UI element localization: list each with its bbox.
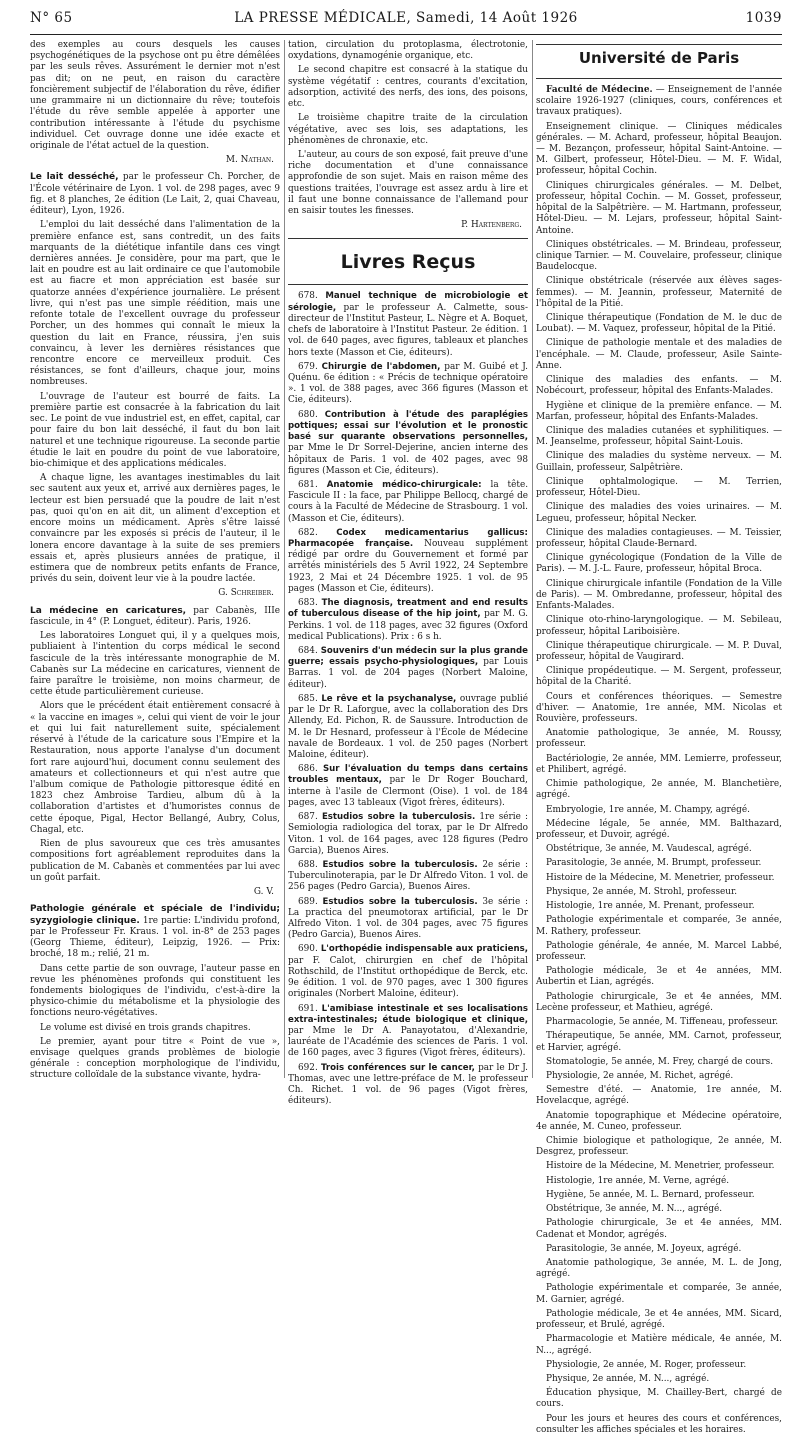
course-entry: Physique, 2e année, M. Strohl, professeur. <box>546 886 738 897</box>
book-title: Contribution à l'étude des paraplégies pottiques; essai sur l'évolution et le pronostic basé sur quarante observations personnelles, <box>288 409 528 443</box>
review-paragraph: Alors que le précédent était entièrement consacré à « la vaccine en images », celui qui vient de voir le jour et qui lui fait naturellement suite, spécialement réservé à l'étude de la caricature sous l'Empire et la Restauration, nous apporte l'analyse d'un document fort rare aujourd'hui, document connu seulement des amateurs et collectionneurs et qui n'est autre que l'album comique de Pathologie pittoresque édité en 1823 chez Ambroise Tardieu, album dû à la collaboration d'artistes et d'humoristes connus de cette époque, Pigal, Hector Bellangé, Aubry, Colus, Chagal, etc. <box>30 701 280 835</box>
book-number: 682. <box>298 527 318 538</box>
book-number: 679. <box>298 361 318 372</box>
course-entry: Obstétrique, 3e année, M. N..., agrégé. <box>546 1204 723 1215</box>
review-reference: 1re partie: L'individu profond, par le Professeur Fr. Kraus. 1 vol. in-8° de 253 pages (Georg Thieme, éditeur), Leipzig, 1926. — Prix: broché, 18 m.; relié, 21 m. <box>30 915 280 960</box>
column-1 <box>30 40 280 1081</box>
book-entry <box>288 812 528 857</box>
book-details: ouvrage publié par le Dr R. Laforgue, avec la collaboration des Drs Allendy, Ed. Pichon, R. de Saussure. Introduction de M. le Dr Hesnard, professeur à l'École de Médecine navale de Bordeaux. 1 vol. de 250 pages (Norbert Maloine, éditeur). <box>288 693 528 760</box>
book-details: 2e série : Tuberculinoterapia, par le Dr Alfredo Viton. 1 vol. de 256 pages (Pedro Garcia), Buenos Aires. <box>288 859 528 893</box>
book-title: Sur l'évaluation du temps dans certains troubles mentaux, <box>288 764 529 786</box>
course-entry: Clinique chirurgicale infantile (Fondation de la Ville de Paris). — M. Ombredanne, professeur, hôpital des Enfants-Malades. <box>536 578 782 612</box>
book-entry <box>288 598 528 643</box>
book-details: par le Dr Roger Bouchard, interne à l'asile de Clermont (Oise). 1 vol. de 184 pages, avec 13 tableaux (Vigot frères, éditeurs). <box>288 775 528 808</box>
column-2 <box>288 40 529 1107</box>
book-number: 692. <box>298 1062 318 1073</box>
course-entry: Pharmacologie, 5e année, M. Tiffeneau, professeur. <box>546 1017 779 1028</box>
review-heading-lait <box>30 172 280 217</box>
course-entry: Embryologie, 1re année, M. Champy, agrégé. <box>546 804 750 815</box>
course-entry: Physiologie, 2e année, M. Roger, professeur. <box>546 1359 747 1370</box>
course-entry: Obstétrique, 3e année, M. Vaudescal, agrégé. <box>546 844 752 855</box>
course-entry: Pathologie générale, 4e année, M. Marcel Labbé, professeur. <box>536 940 782 962</box>
faculty-title: Faculté de Médecine. <box>546 84 653 95</box>
book-details: par Mme le Dr Sorrel-Dejerine, ancien interne des hôpitaux de Paris. 1 vol. de 402 pages, avec 98 figures (Masson et Cie, éditeurs). <box>288 443 528 476</box>
book-number: 691. <box>298 1003 318 1014</box>
book-number: 685. <box>298 693 318 704</box>
column-divider <box>532 40 533 1078</box>
book-details: par M. G. Perkins. 1 vol. de 118 pages, avec 32 figures (Oxford medical Publications). Prix : 6 s h. <box>288 609 528 642</box>
book-details: par F. Calot, chirurgien en chef de l'hôpital Rothschild, de l'Institut orthopédique de Berck, etc. 9e édition. 1 vol. de 970 pages, avec 1 300 figures originales (Norbert Maloine, éditeur). <box>288 955 528 1000</box>
book-details: par Louis Barras. 1 vol. de 204 pages (Norbert Maloine, éditeur). <box>288 657 528 690</box>
course-entry: Pathologie expérimentale et comparée, 3e année, M. Rathery, professeur. <box>536 915 782 937</box>
course-entry: Hygiène, 5e année, M. L. Bernard, professeur. <box>546 1189 755 1200</box>
book-entry <box>288 944 528 1000</box>
course-entry: Bactériologie, 2e année, MM. Lemierre, professeur, et Philibert, agrégé. <box>536 753 782 775</box>
book-number: 688. <box>298 859 318 870</box>
faculty-intro <box>536 85 782 119</box>
book-entry <box>288 410 528 477</box>
review-paragraph: L'ouvrage de l'auteur est bourré de faits. La première partie est consacrée à la fabrication du lait sec. Le point de vue industriel est, en effet, capital, car pour faire du bon lait desséché, il faut du bon lait naturel et une technique rigoureuse. La seconde partie étudie le lait en poudre du point de vue laboratoire, bio-chimique et des applications médicales. <box>30 391 280 469</box>
review-paragraph: A chaque ligne, les avantages inestimables du lait sec sautent aux yeux et, arrivé aux dernières pages, le lecteur est bien persuadé que la poudre de lait n'est pas, quoi qu'on en ait dit, un aliment d'exception et encore moins un médicament. Après s'être laissé convaincre par les exposés si précis de l'auteur, il le lonera encore davantage à la suite de ses premiers essais et, après plusieurs années de pratique, il estimera que de nombreux petits enfants de France, privés du sein, doivent leur vie à la poudre lactée. <box>30 473 280 585</box>
course-entry: Histoire de la Médecine, M. Menetrier, professeur. <box>546 872 775 883</box>
review-paragraph: Le troisième chapitre traite de la circulation végétative, avec ses lois, ses adaptations, les phénomènes de chronaxie, etc. <box>288 113 528 146</box>
section-title-universite: Université de Paris <box>578 49 740 67</box>
course-entry: Pathologie expérimentale et comparée, 3e année, M. Garnier, agrégé. <box>536 1283 782 1305</box>
page-number: 1039 <box>745 10 782 26</box>
review-heading-pathologie <box>30 904 280 960</box>
book-number: 690. <box>298 944 318 955</box>
course-entry: Parasitologie, 3e année, M. Joyeux, agrégé. <box>546 1243 742 1254</box>
book-entry <box>288 362 528 407</box>
book-title: Estudios sobre la tuberculosis. <box>321 812 476 823</box>
course-entry: Clinique ophtalmologique. — M. Terrien, professeur, Hôtel-Dieu. <box>536 476 782 499</box>
book-title: Chirurgie de l'abdomen, <box>321 361 441 372</box>
course-entry: Clinique des maladies contagieuses. — M. Teissier, professeur, hôpital Claude-Bernard. <box>536 527 782 549</box>
course-entry: Clinique gynécologique (Fondation de la Ville de Paris). — M. J.-L. Faure, professeur, hôpital Broca. <box>536 553 782 575</box>
review-paragraph: tation, circulation du protoplasma, électrotonie, oxydations, dynamogénie organique, etc. <box>288 40 528 62</box>
review-paragraph: Le second chapitre est consacré à la statique du système végétatif : centres, courants d'excitation, adsorption, activité des nerfs, des ions, des poisons, etc. <box>288 65 528 110</box>
course-entry: Clinique des maladies du système nerveux. — M. Guillain, professeur, Salpêtrière. <box>536 451 782 473</box>
book-entry <box>288 860 528 894</box>
course-entry: Chimie biologique et pathologique, 2e année, M. Desgrez, professeur. <box>536 1136 782 1158</box>
course-entry: Pathologie chirurgicale, 3e et 4e années, MM. Lecène professeur, et Mathieu, agrégé. <box>536 991 782 1013</box>
review-paragraph: Les laboratoires Longuet qui, il y a quelques mois, publiaient à l'intention du corps médical le second fascicule de la très intéressante monographie de M. Cabanès sur La médecine en caricatures, viennent de faire paraître le troisième, non moins charmeur, de cette étude particulièrement curieuse. <box>30 631 280 698</box>
book-title: Le rêve et la psychanalyse, <box>321 693 457 704</box>
course-entry: Cliniques chirurgicales générales. — M. Delbet, professeur, hôpital Cochin. — M. Gosset, professeur, hôpital de la Salpêtrière. — M. Hartmann, professeur, Hôtel-Dieu. — M. Lejars, professeur, hôpital Saint-Antoine. <box>536 180 782 236</box>
book-entry <box>288 291 528 358</box>
book-entry <box>288 480 528 525</box>
page-header <box>30 6 782 32</box>
book-number: 683. <box>298 598 318 609</box>
course-entry: Clinique des maladies cutanées et syphilitiques. — M. Jeanselme, professeur, hôpital Saint-Louis. <box>536 426 782 448</box>
book-number: 684. <box>298 646 318 656</box>
book-number: 689. <box>298 896 318 907</box>
book-title: L'orthopédie indispensable aux praticiens, <box>320 944 529 955</box>
book-title: Codex medicamentarius gallicus: Pharmacopée française. <box>288 527 528 550</box>
course-entry: Médecine légale, 5e année, MM. Balthazard, professeur, et Duvoir, agrégé. <box>536 818 782 841</box>
course-entry: Clinique obstétricale (réservée aux élèves sages-femmes). — M. Jeannin, professeur, Maternité de l'hôpital de la Pitié. <box>536 276 782 309</box>
book-details: Nouveau supplément rédigé par ordre du Gouvernement et formé par arrêtés ministériels des 5 Avril 1922, 24 Septembre 1923, 2 Mai et 24 Décembre 1925. 1 vol. de 95 pages (Masson et Cie, éditeurs). <box>288 539 528 594</box>
review-continuation: des exemples au cours desquels les causes psychogénétiques de la psychose ont pu être démêlées par les seuls rêves. Assurément le dernier mot n'est pas dit; on ne peut, en raison du caractère foncièrement subjectif de l'élaboration du rêve, édifier une grammaire ni un dictionnaire du rêve; toutefois l'étude du rêve semble appelée à apporter une contribution intéressante à l'étude du psychisme individuel. Cet ouvrage donne une idée exacte et originale de l'état actuel de la question. <box>30 40 280 151</box>
book-entry <box>288 1004 528 1060</box>
section-header-box <box>536 44 782 79</box>
course-entry: Clinique thérapeutique chirurgicale. — M. P. Duval, professeur, hôpital de Vaugirard. <box>536 640 782 662</box>
course-entry: Clinique des maladies des voies urinaires. — M. Legueu, professeur, hôpital Necker. <box>536 502 782 524</box>
book-title: Trois conférences sur le cancer, <box>320 1062 475 1073</box>
issue-number: N° 65 <box>30 10 73 26</box>
faculty-intro-text: — Enseignement de l'année scolaire 1926-1927 (cliniques, cours, conférences et travaux pratiques). <box>536 84 782 118</box>
review-paragraph: Rien de plus savoureux que ces très amusantes compositions fort agréablement reproduites dans la publication de M. Cabanès et commentées par lui avec un goût parfait. <box>30 839 280 883</box>
review-signature: G. Schreiber. <box>218 588 274 599</box>
course-entry: Thérapeutique, 5e année, MM. Carnot, professeur, et Harvier, agrégé. <box>536 1031 782 1053</box>
review-title: Le lait desséché, <box>30 172 119 183</box>
book-details: par M. Guibé et J. Quénu. 6e édition : « Précis de technique opératoire ». 1 vol. de 388 pages, avec 366 figures (Masson et Cie, éditeurs). <box>288 361 528 406</box>
book-title: L'amibiase intestinale et ses localisations extra-intestinales; étude biologique et clinique, <box>288 1003 528 1025</box>
course-entry: Clinique thérapeutique (Fondation de M. le duc de Loubat). — M. Vaquez, professeur, hôpital de la Pitié. <box>536 313 782 335</box>
course-entry: Pathologie médicale, 3e et 4e années, MM. Aubertin et Lian, agrégés. <box>536 966 782 988</box>
course-entry: Clinique des maladies des enfants. — M. Nobécourt, professeur, hôpital des Enfants-Malades. <box>536 375 782 397</box>
review-reference: par le professeur Ch. Porcher, de l'École vétérinaire de Lyon. 1 vol. de 298 pages, avec 9 fig. et 8 planches, 2e édition (Le Lait, 2, quai Chaveau, éditeur), Lyon, 1926. <box>30 172 280 217</box>
book-title: Anatomie médico-chirurgicale: <box>326 479 482 490</box>
course-entry: Semestre d'été. — Anatomie, 1re année, M. Hovelacque, agrégé. <box>536 1085 782 1107</box>
header-rule <box>30 34 782 35</box>
course-entry: Anatomie pathologique, 3e année, M. Roussy, professeur. <box>536 728 782 750</box>
course-entry: Pathologie chirurgicale, 3e et 4e années, MM. Cadenat et Mondor, agrégés. <box>536 1218 782 1240</box>
book-details: 3e série : La practica del pneumotorax artificial, par le Dr Alfredo Viton. 1 vol. de 304 pages, avec 75 figures (Pedro Garcia), Buenos Aires. <box>288 896 528 941</box>
review-signature: G. V. <box>253 886 274 897</box>
course-entry: Hygiène et clinique de la première enfance. — M. Marfan, professeur, hôpital des Enfants-Malades. <box>536 400 782 422</box>
course-entry: Pathologie médicale, 3e et 4e années, MM. Sicard, professeur, et Brulé, agrégé. <box>536 1308 782 1331</box>
book-details: par le Dr J. Thomas, avec une lettre-préface de M. le professeur Ch. Richet. 1 vol. de 96 pages (Vigot frères, éditeurs). <box>288 1062 528 1107</box>
course-entry: Anatomie pathologique, 3e année, M. L. de Jong, agrégé. <box>536 1258 782 1280</box>
book-title: Estudios sobre la tuberculosis. <box>322 896 478 907</box>
course-entry: Parasitologie, 3e année, M. Brumpt, professeur. <box>546 858 762 869</box>
section-title-livres-recus: Livres Reçus <box>340 250 476 273</box>
course-entry: Physiologie, 2e année, M. Richet, agrégé. <box>546 1070 734 1081</box>
review-paragraph: Le volume est divisé en trois grands chapitres. <box>40 1022 251 1033</box>
course-entry: Clinique oto-rhino-laryngologique. — M. Sebileau, professeur, hôpital Lariboisière. <box>536 615 782 637</box>
course-entry: Clinique de pathologie mentale et des maladies de l'encéphale. — M. Claude, professeur, Asile Sainte-Anne. <box>536 338 782 371</box>
course-entry: Pour les jours et heures des cours et conférences, consulter les affiches spéciales et les horaires. <box>536 1413 782 1435</box>
course-entries <box>536 181 782 1436</box>
book-title: Souvenirs d'un médecin sur la plus grande guerre; essais psycho-physiologiques, <box>288 646 528 668</box>
section-header-box <box>288 238 528 286</box>
book-details: 1re série : Semiologia radiologica del torax, par le Dr Alfredo Viton. 1 vol. de 164 pages, avec 128 figures (Pedro Garcia), Buenos Aires. <box>288 812 528 856</box>
masthead-title: LA PRESSE MÉDICALE, Samedi, 14 Août 1926 <box>234 10 578 26</box>
course-entry: Chimie pathologique, 2e année, M. Blanchetière, agrégé. <box>536 779 782 801</box>
course-entry: Cliniques obstétricales. — M. Brindeau, professeur, clinique Tarnier. — M. Couvelaire, professeur, clinique Baudelocque. <box>536 239 782 273</box>
book-number: 686. <box>298 764 318 775</box>
book-details: par le professeur A. Calmette, sous-directeur de l'Institut Pasteur, L. Nègre et A. Boquet, chefs de laboratoire à l'Institut Pasteur. 2e édition. 1 vol. de 640 pages, avec figures, tableaux et planches hors texte (Masson et Cie, éditeurs). <box>288 302 528 358</box>
book-entry <box>288 646 528 691</box>
course-entry: Cours et conférences théoriques. — Semestre d'hiver. — Anatomie, 1re année, MM. Nicolas et Rouvière, professeurs. <box>536 691 782 725</box>
book-entry <box>288 764 528 809</box>
book-number: 678. <box>298 291 318 302</box>
course-entry: Physique, 2e année, M. N..., agrégé. <box>546 1373 710 1384</box>
book-entry <box>288 897 528 942</box>
review-paragraph: L'emploi du lait desséché dans l'alimentation de la première enfance est, sans contredit, un des faits marquants de la diététique infantile dans ces vingt dernières années. Je considère, pour ma part, que le lait en poudre est au lait ordinaire ce que l'automobile est au fiacre et mon appréciation est basée sur quatorze années d'expérience journalière. Le présent livre, qui n'est pas une simple réédition, mais une refonte totale de l'excellent ouvrage du professeur Porcher, un des hommes qui connaît le mieux la question du lait en France, réussira, j'en suis convaincu, à lever les dernières résistances que rencontre encore ce merveilleux produit. Ces résistances, se font d'ailleurs, chaque jour, moins nombreuses. <box>30 220 280 388</box>
book-title: Manuel technique de microbiologie et sérologie, <box>288 291 528 313</box>
review-signature: P. Hartenberg. <box>461 220 522 231</box>
review-paragraph: L'auteur, au cours de son exposé, fait preuve d'une riche documentation et d'une connaissance approfondie de son sujet. Mais en raison même des questions traitées, l'ouvrage est assez ardu à lire et il faut une bonne connaissance de l'allemand pour en saisir toutes les finesses. <box>288 149 528 217</box>
review-title: La médecine en caricatures, <box>30 605 187 616</box>
course-entry: Histoire de la Médecine, M. Menetrier, professeur. <box>546 1161 775 1172</box>
book-number: 687. <box>298 812 318 823</box>
review-heading-caricatures <box>30 606 280 629</box>
review-paragraph: Dans cette partie de son ouvrage, l'auteur passe en revue les phénomènes profonds qui constituent les fondements biologiques de l'individu, c'est-à-dire la physico-chimie du métabolisme et la physiologie des fonctions neuro-végétatives. <box>30 963 280 1019</box>
course-entry: Stomatologie, 5e année, M. Frey, chargé de cours. <box>546 1056 774 1067</box>
course-entry: Clinique propédeutique. — M. Sergent, professeur, hôpital de la Charité. <box>536 666 782 688</box>
course-entry: Éducation physique, M. Chailley-Bert, chargé de cours. <box>536 1388 782 1410</box>
book-number: 681. <box>298 479 318 490</box>
book-entry <box>288 1063 528 1108</box>
book-details: par Mme le Dr A. Panayotatou, d'Alexandrie, lauréate de l'Académie des sciences de Paris. 1 vol. de 160 pages, avec 3 figures (Vigot frères, éditeurs). <box>288 1026 528 1059</box>
book-title: The diagnosis, treatment and end results of tuberculous disease of the hip joint, <box>288 598 528 620</box>
book-number: 680. <box>298 409 318 420</box>
column-3 <box>536 40 782 1435</box>
clinic-entry: Enseignement clinique. — Cliniques médicales générales. — M. Achard, professeur, hôpital Beaujon. — M. Bezançon, professeur, hôpital Saint-Antoine. — M. Gilbert, professeur, Hôtel-Dieu. — M. F. Widal, professeur, hôpital Cochin. <box>536 121 782 177</box>
review-signature: M. Nathan. <box>225 155 274 166</box>
course-entry: Histologie, 1re année, M. Verne, agrégé. <box>546 1175 730 1186</box>
review-paragraph: Le premier, ayant pour titre « Point de vue », envisage quelques grands problèmes de biologie générale : conception morphologique de l'individu, structure colloïdale de la substance vivante, hydra- <box>30 1036 280 1081</box>
books-list <box>288 291 528 1107</box>
book-details: la tête. Fascicule II : la face, par Philippe Bellocq, chargé de cours à la Faculté de Médecine de Strasbourg. 1 vol. (Masson et Cie, éditeurs). <box>288 479 529 524</box>
review-reference: par Cabanès, IIIe fascicule, in 4° (P. Longuet, éditeur). Paris, 1926. <box>30 605 280 627</box>
column-divider <box>284 40 285 1078</box>
review-title: Pathologie générale et spéciale de l'individu; syzygiologie clinique. <box>30 904 280 926</box>
course-entry: Pharmacologie et Matière médicale, 4e année, M. N..., agrégé. <box>536 1334 782 1356</box>
book-entry <box>288 694 528 761</box>
book-entry <box>288 528 528 595</box>
course-entry: Anatomie topographique et Médecine opératoire, 4e année, M. Cuneo, professeur. <box>536 1110 782 1132</box>
book-title: Estudios sobre la tuberculosis. <box>322 859 478 870</box>
course-entry: Histologie, 1re année, M. Prenant, professeur. <box>546 901 755 912</box>
